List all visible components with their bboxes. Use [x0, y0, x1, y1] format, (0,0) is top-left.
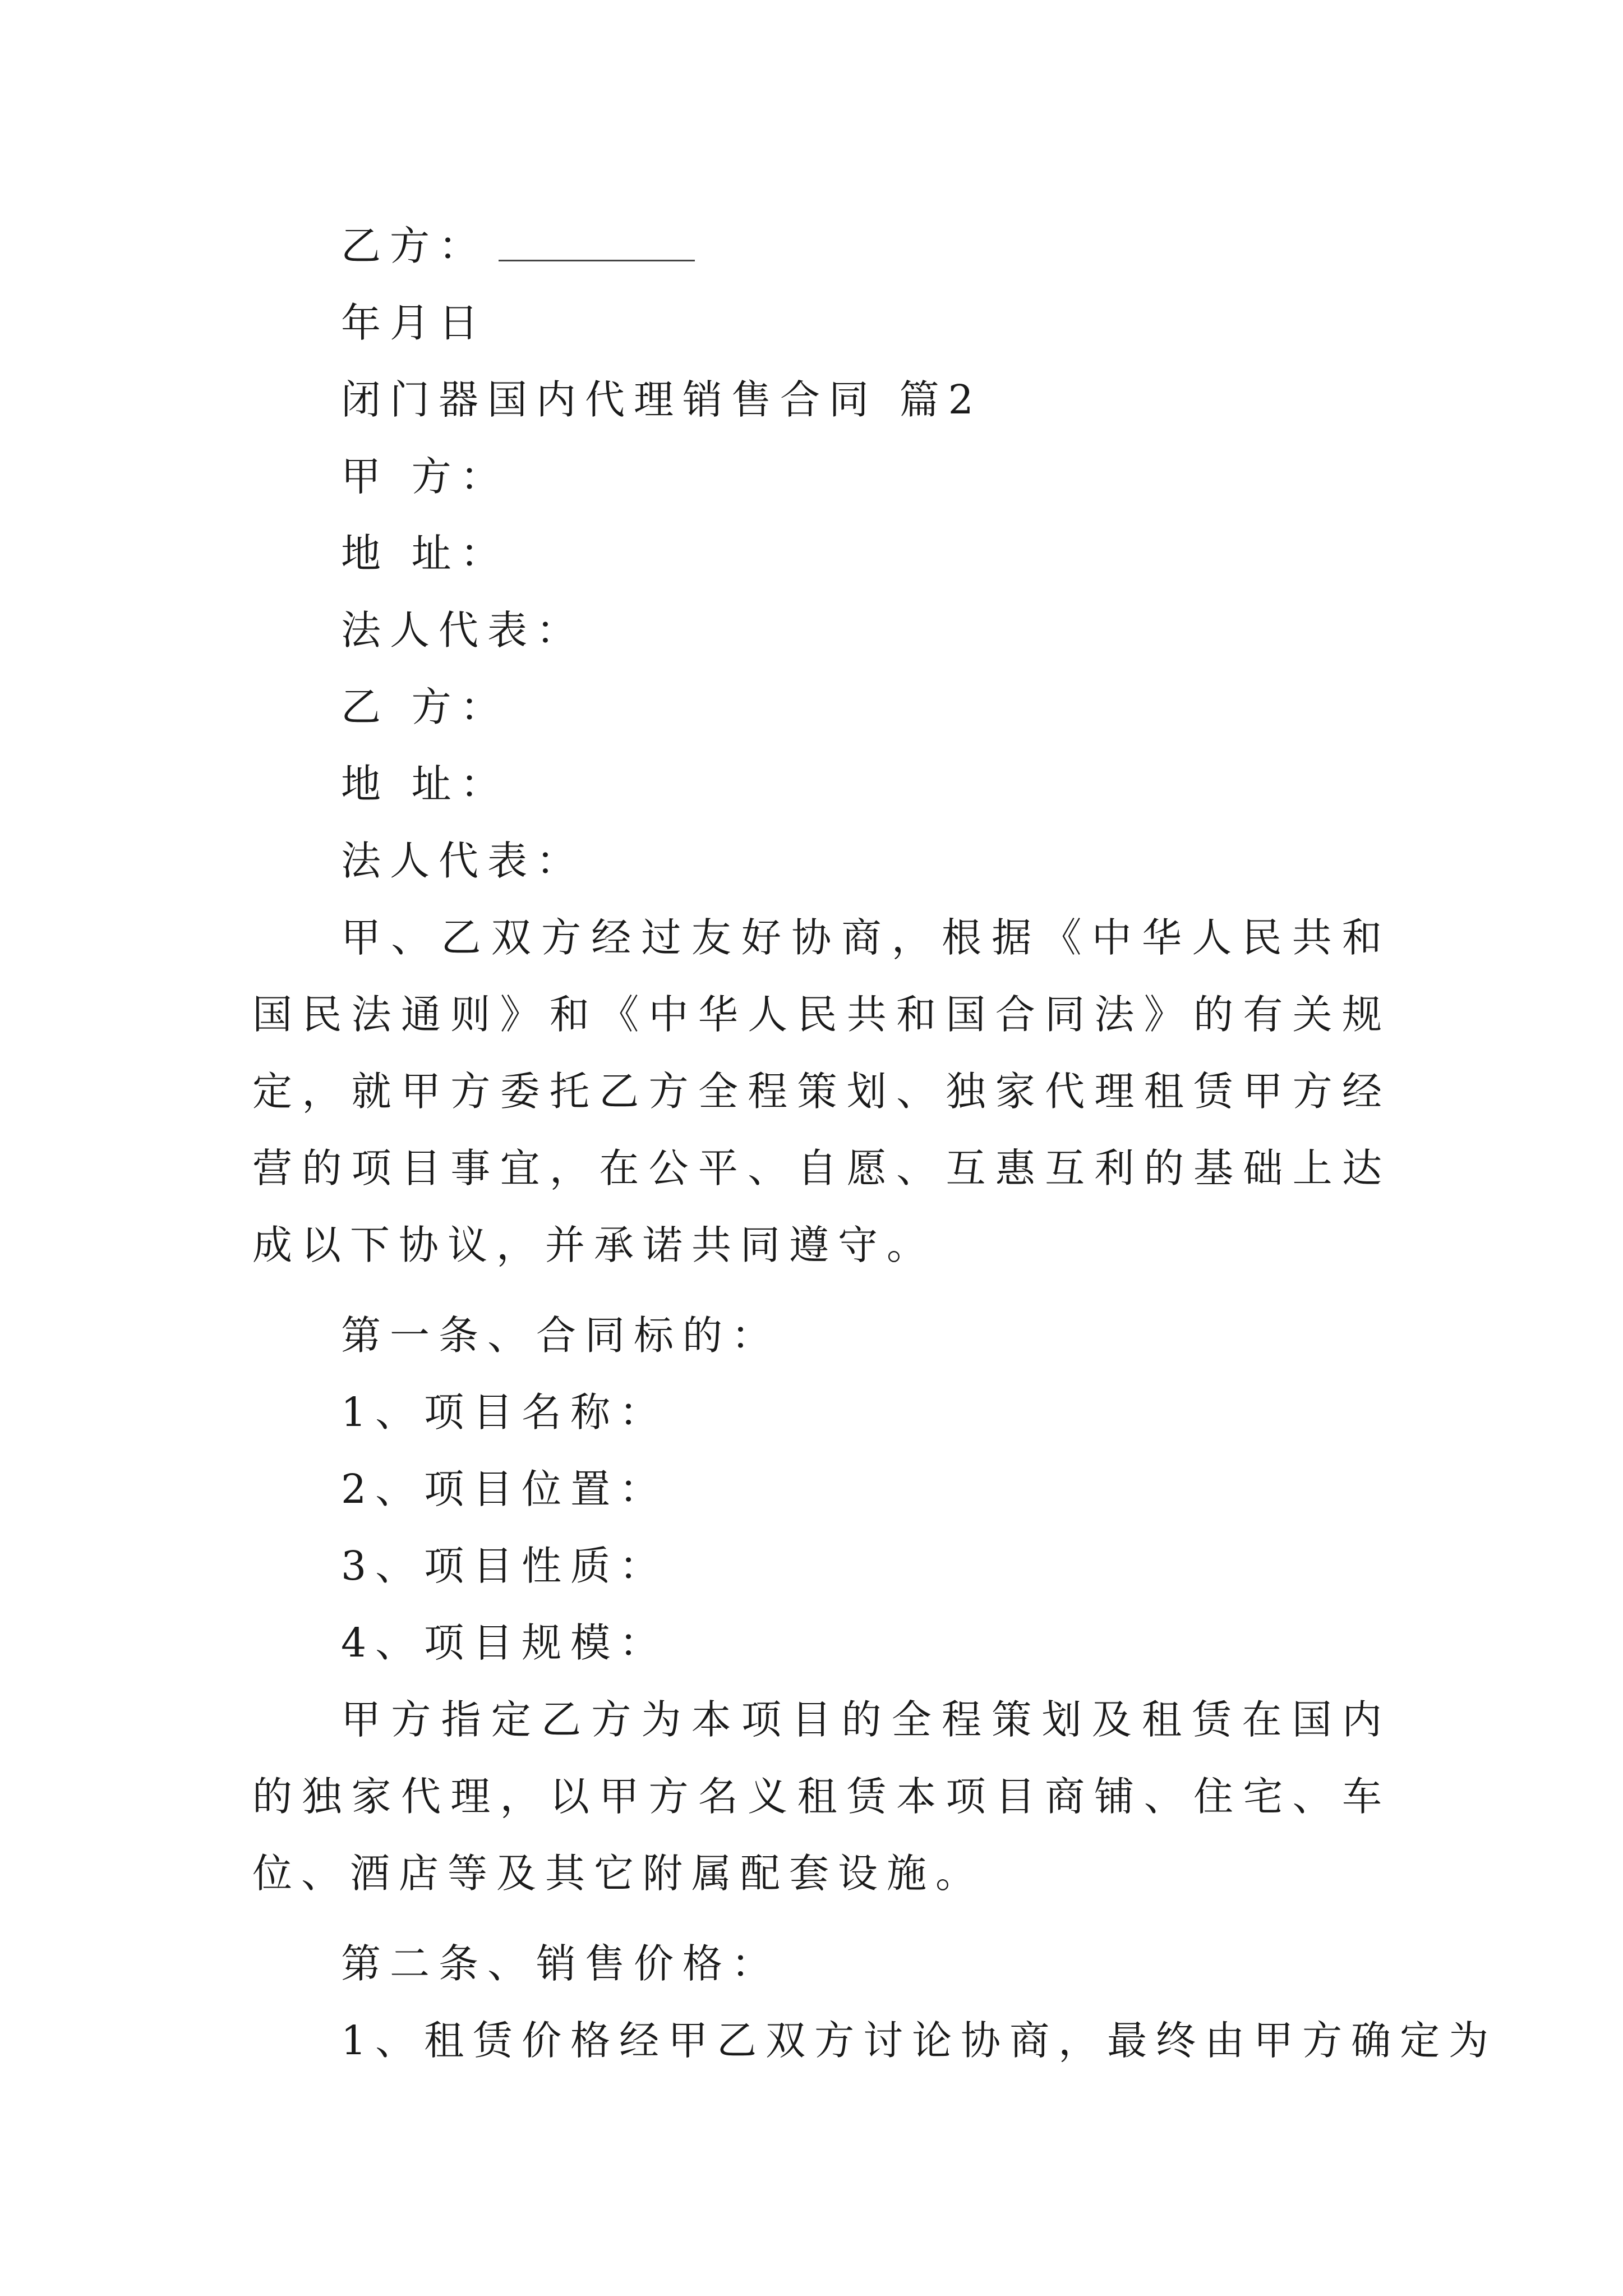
article-2-item: 1、租赁价格经甲乙双方讨论协商，最终由甲方确定为 — [341, 2017, 1498, 2064]
article-1-item: 2、项目位置： — [341, 1466, 668, 1512]
party-b-representative-line: 法人代表： — [341, 838, 585, 884]
party-b-line: 乙 方： — [341, 684, 509, 730]
party-b-signature-line — [252, 208, 1391, 284]
party-a-address-line: 地 址： — [341, 530, 509, 577]
article-1-title: 第一条、合同标的： — [341, 1312, 781, 1359]
party-b-address-line: 地 址： — [341, 761, 509, 807]
article-1-item: 1、项目名称： — [341, 1389, 668, 1435]
document-page — [252, 208, 1498, 2079]
contract-title: 闭门器国内代理销售合同 篇2 — [341, 376, 983, 423]
party-b-label: 乙方： — [341, 223, 488, 269]
signature-blank — [499, 237, 695, 261]
article-1-item: 3、项目性质： — [341, 1543, 668, 1589]
party-a-representative-line: 法人代表： — [341, 607, 585, 654]
party-a-line: 甲 方： — [341, 453, 509, 500]
appointment-paragraph: 甲方指定乙方为本项目的全程策划及租赁在国内的独家代理，以甲方名义租赁本项目商铺、住宅、车位、酒店等及其它附属配套设施。 — [252, 1696, 1391, 1897]
date-line: 年月日 — [341, 300, 488, 346]
article-2-title: 第二条、销售价格： — [341, 1940, 781, 1987]
article-1-item: 4、项目规模： — [341, 1619, 668, 1666]
preamble-paragraph: 甲、乙双方经过友好协商，根据《中华人民共和国民法通则》和《中华人民共和国合同法》的有关规定，就甲方委托乙方全程策划、独家代理租赁甲方经营的项目事宜，在公平、自愿、互惠互利的基础上达成以下协议，并承诺共同遵守。 — [252, 914, 1391, 1268]
